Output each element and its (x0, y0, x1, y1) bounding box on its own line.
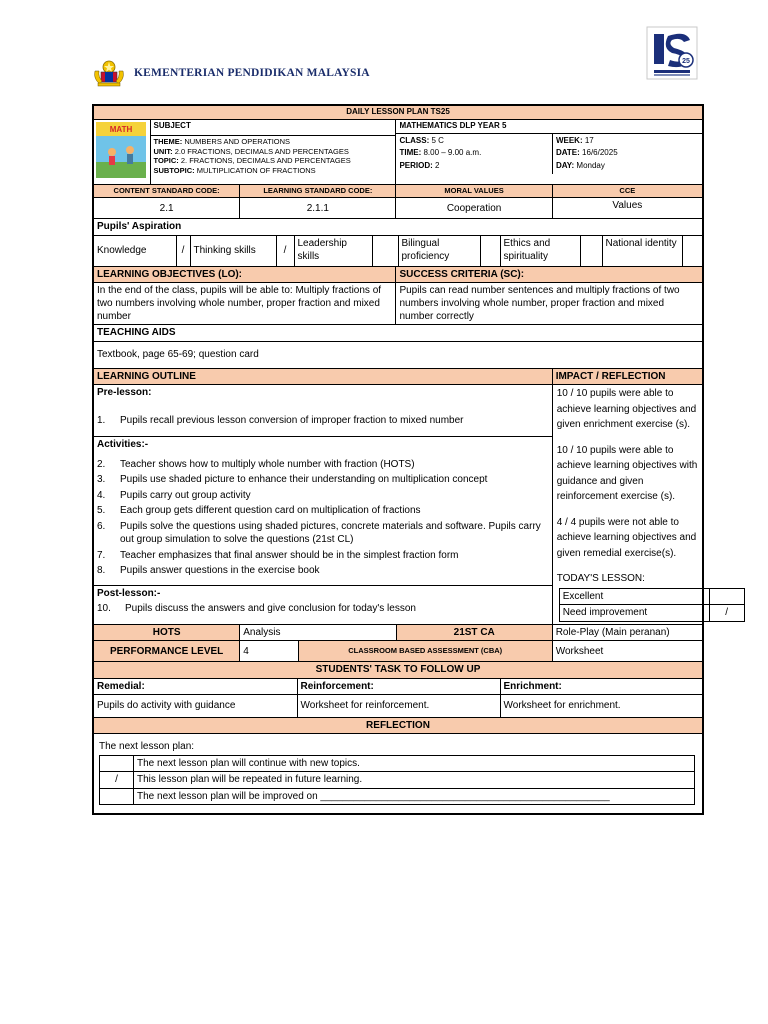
lo-text: In the end of the class, pupils will be able to: Multiply fractions of two numbers involving whole number, proper fraction and mixed number (94, 283, 396, 325)
reflection-body (94, 734, 703, 814)
activities-label: Activities:- (97, 439, 149, 451)
activity-item: 5. Each group gets different question card on multiplication of fractions (97, 505, 421, 517)
reflection-intro: The next lesson plan: (99, 741, 195, 753)
aspiration-knowledge-mark: / (176, 236, 190, 266)
aspiration-bilingual: Bilingual proficiency (398, 236, 480, 266)
subject-value: MATHEMATICS DLP YEAR 5 (396, 120, 702, 133)
need-improvement-mark: / (709, 605, 744, 622)
remedial-label: Remedial: (94, 679, 297, 695)
cce-label: CCE (552, 185, 702, 198)
reflection-option-mark (100, 788, 134, 805)
svg-text:MATH: MATH (109, 124, 133, 134)
ministry-header (92, 58, 370, 88)
remedial-text: Pupils do activity with guidance (94, 695, 297, 717)
impact-body (552, 385, 729, 625)
plan-title: DAILY LESSON PLAN TS25 (94, 106, 703, 120)
aspiration-national: National identity (602, 236, 682, 266)
aspiration-bilingual-mark (480, 236, 500, 266)
pre-lesson-label: Pre-lesson: (97, 387, 152, 399)
todays-lesson-label: TODAY'S LESSON: (556, 573, 645, 585)
reflection-option-mark: / (100, 772, 134, 789)
reflection-option: This lesson plan will be repeated in future learning. (134, 772, 695, 789)
enrichment-text: Worksheet for enrichment. (500, 695, 702, 717)
ca-value: Role-Play (Main peranan) (552, 624, 702, 641)
post-lesson-item: 10. Pupils discuss the answers and give conclusion for today's lesson (97, 603, 416, 615)
svg-text:25: 25 (682, 58, 690, 65)
ts25-logo-icon (646, 26, 698, 80)
learning-standard-label: LEARNING STANDARD CODE: (240, 185, 396, 198)
learning-standard-value: 2.1.1 (240, 198, 396, 219)
schedule-block (396, 119, 703, 185)
excellent-label: Excellent (559, 588, 709, 605)
aspiration-leadership: Leadership skills (294, 236, 372, 266)
excellent-mark (709, 588, 744, 605)
need-improvement-label: Need improvement (559, 605, 709, 622)
content-standard-value: 2.1 (94, 198, 240, 219)
impact-remedial: 4 / 4 pupils were not able to achieve learning objectives and given remedial exercise(s). (556, 516, 697, 559)
theme-line: THEME: NUMBERS AND OPERATIONS (153, 136, 291, 146)
malaysia-crest-icon (92, 59, 126, 87)
impact-label: IMPACT / REFLECTION (552, 368, 702, 385)
sc-label: SUCCESS CRITERIA (SC): (396, 266, 703, 283)
aspiration-ethics-mark (580, 236, 602, 266)
enrichment-label: Enrichment: (500, 679, 702, 695)
performance-level-value: 4 (240, 641, 298, 661)
teaching-aids-text: Textbook, page 65-69; question card (94, 341, 703, 368)
unit-line: UNIT: 2.0 FRACTIONS, DECIMALS AND PERCENTAGES (153, 146, 349, 156)
lesson-plan-table (92, 104, 729, 815)
reflection-label: REFLECTION (94, 717, 703, 734)
hots-label: HOTS (94, 624, 240, 641)
aspiration-label: Pupils' Aspiration (94, 219, 703, 236)
subject-label: SUBJECT (150, 120, 395, 136)
textbook-cover-icon (96, 122, 146, 178)
cba-label: CLASSROOM BASED ASSESSMENT (CBA) (298, 641, 551, 661)
learning-outline-body (94, 385, 553, 625)
moral-values-label: MORAL VALUES (396, 185, 552, 198)
activity-item: 7. Teacher emphasizes that final answer should be in the simplest fraction form (97, 549, 459, 561)
activity-item: 8. Pupils answer questions in the exercise book (97, 565, 320, 577)
hots-block (240, 624, 552, 641)
hots-value: Analysis (240, 625, 396, 641)
topic-line: TOPIC: 2. FRACTIONS, DECIMALS AND PERCENTAGES (153, 156, 351, 166)
post-lesson-label: Post-lesson:- (97, 587, 161, 599)
aspiration-ethics: Ethics and spirituality (500, 236, 580, 266)
date-line: DATE: 16/6/2025 (555, 148, 618, 158)
class-line: CLASS: 5 C (399, 135, 444, 145)
teaching-aids-label: TEACHING AIDS (94, 325, 703, 342)
performance-block (240, 641, 552, 662)
reinforcement-text: Worksheet for reinforcement. (297, 695, 500, 717)
aspiration-knowledge: Knowledge (94, 236, 176, 266)
learning-outline-label: LEARNING OUTLINE (94, 368, 553, 385)
content-standard-label: CONTENT STANDARD CODE: (94, 185, 240, 198)
subject-block (94, 119, 396, 185)
week-line: WEEK: 17 (555, 135, 594, 145)
day-line: DAY: Monday (555, 161, 605, 171)
aspiration-thinking-mark: / (276, 236, 294, 266)
lo-label: LEARNING OBJECTIVES (LO): (94, 266, 396, 283)
ministry-name: KEMENTERIAN PENDIDIKAN MALAYSIA (134, 67, 370, 79)
time-line: TIME: 8.00 – 9.00 a.m. (399, 148, 482, 158)
activity-item: 2. Teacher shows how to multiply whole number with fraction (HOTS) (97, 458, 415, 470)
impact-enrichment: 10 / 10 pupils were able to achieve learning objectives and given enrichment exercise (s). (556, 388, 697, 431)
pre-lesson-item: 1. Pupils recall previous lesson conversion of improper fraction to mixed number (97, 414, 464, 426)
reflection-option: The next lesson plan will continue with new topics. (134, 755, 695, 772)
reinforcement-label: Reinforcement: (297, 679, 500, 695)
impact-reinforcement: 10 / 10 pupils were able to achieve learning objectives with guidance and given reinforcement exercise (s). (556, 444, 698, 503)
reflection-option-mark (100, 755, 134, 772)
aspiration-leadership-mark (372, 236, 398, 266)
activity-item: 3. Pupils use shaded picture to enhance their understanding on multiplication concept (97, 474, 488, 486)
students-task-label: STUDENTS' TASK TO FOLLOW UP (94, 662, 703, 679)
activity-item: 4. Pupils carry out group activity (97, 489, 251, 501)
students-task-block (94, 678, 703, 717)
activity-item: 6. Pupils solve the questions using shaded pictures, concrete materials and software. Pupils carry out group simulation to solve the questions (21st CL) (97, 520, 541, 546)
aspiration-row (94, 235, 703, 266)
cce-value: Values (552, 198, 702, 219)
aspiration-thinking: Thinking skills (190, 236, 276, 266)
ca-label: 21ST CA (396, 625, 551, 641)
period-line: PERIOD: 2 (399, 161, 440, 171)
cba-value: Worksheet (552, 641, 702, 662)
subtopic-line: SUBTOPIC: MULTIPLICATION OF FRACTIONS (153, 166, 316, 176)
performance-level-label: PERFORMANCE LEVEL (94, 641, 240, 662)
sc-text: Pupils can read number sentences and multiply fractions of two numbers involving whole number, proper fraction and mixed number correctly (396, 283, 703, 325)
aspiration-national-mark (682, 236, 702, 266)
moral-values-value: Cooperation (396, 198, 552, 219)
reflection-option: The next lesson plan will be improved on ____________________________________________________ (134, 788, 695, 805)
